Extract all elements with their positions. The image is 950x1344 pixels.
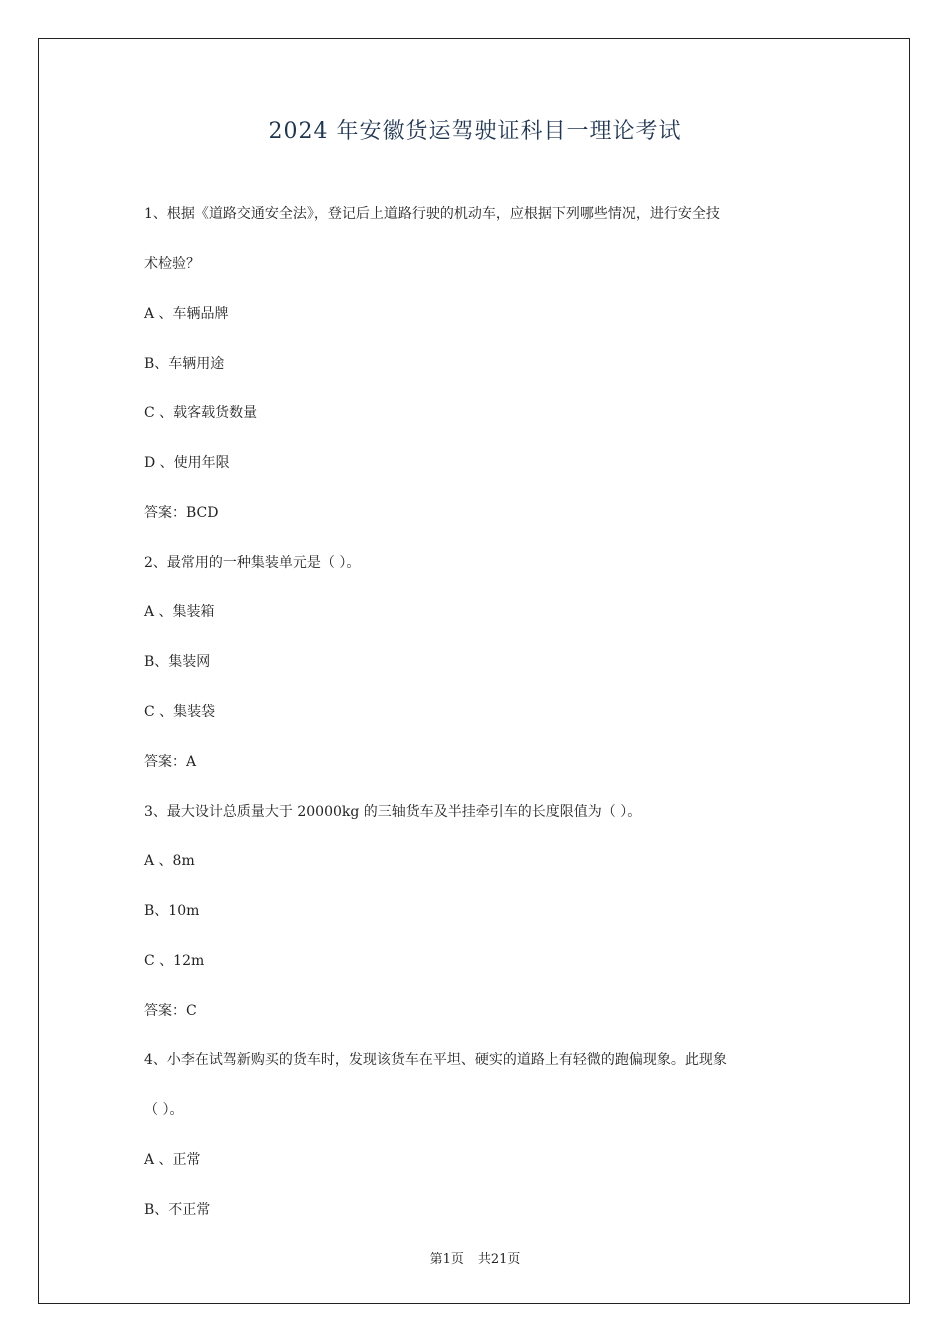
option-line: A 、集装箱 [144,604,215,620]
answer-line: 答案：BCD [144,505,219,521]
option-line: B、不正常 [144,1202,211,1218]
page-total: 共21页 [477,1252,521,1267]
question-4-text: 4、小李在试驾新购买的货车时，发现该货车在平坦、硬实的道路上有轻微的跑偏现象。此现象 [144,1052,727,1068]
option-line: C 、载客载货数量 [144,405,258,421]
option-line: A 、车辆品牌 [144,306,229,322]
option-line: B、10m [144,903,200,919]
option-line: A 、正常 [144,1152,201,1168]
question-1-text: 1、根据《道路交通安全法》，登记后上道路行驶的机动车，应根据下列哪些情况，进行安全技 [144,206,720,222]
option-line: B、车辆用途 [144,356,225,372]
question-4-text-cont: （ ）。 [144,1102,184,1118]
document-title: 2024 年安徽货运驾驶证科目一理论考试 [268,119,682,144]
answer-line: 答案：C [144,1003,197,1019]
option-line: B、集装网 [144,654,211,670]
option-line: A 、8m [144,853,195,869]
question-1-text-cont: 术检验？ [144,256,200,272]
option-line: C 、集装袋 [144,704,216,720]
page-number: 第1页 [429,1252,464,1267]
question-3-text: 3、最大设计总质量大于 20000kg 的三轴货车及半挂牵引车的长度限值为（ ）。 [144,804,642,820]
option-line: C 、12m [144,953,205,969]
option-line: D 、使用年限 [144,455,230,471]
page-footer [0,1248,950,1267]
answer-line: 答案：A [144,754,197,770]
question-2-text: 2、最常用的一种集装单元是（ ）。 [144,555,361,571]
